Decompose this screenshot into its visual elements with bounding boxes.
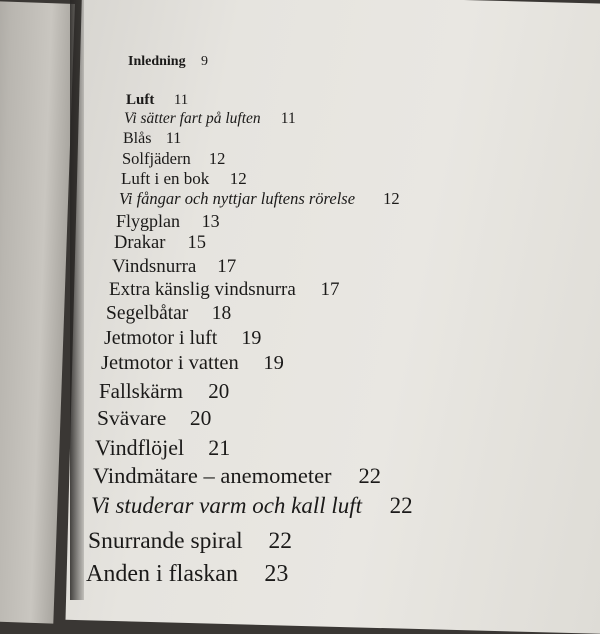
toc-entry-title: Svävare (97, 406, 167, 430)
toc-entry (93, 463, 381, 489)
toc-entry-page: 21 (208, 435, 231, 460)
toc-entry (114, 233, 206, 254)
toc-entry-page: 13 (201, 211, 220, 231)
toc-entry-page: 17 (320, 279, 340, 300)
toc-entry-page: 19 (241, 327, 262, 349)
toc-entry-page: 12 (383, 189, 400, 208)
toc-entry-page: 12 (229, 169, 247, 188)
toc-entry-title: Vindsnurra (112, 256, 197, 277)
toc-entry-page: 23 (264, 561, 289, 587)
toc-entry-page: 15 (187, 233, 207, 253)
toc-entry-page: 9 (200, 54, 208, 69)
toc-entry (124, 110, 296, 128)
toc-entry (121, 169, 247, 189)
toc-entry-page: 11 (173, 92, 189, 108)
toc-entry (109, 279, 339, 301)
toc-entry (86, 561, 288, 588)
toc-entry-title: Anden i flaskan (86, 561, 238, 587)
toc-entry-title: Luft (126, 92, 155, 108)
toc-entry-page: 20 (189, 406, 212, 430)
toc-entry (95, 435, 230, 461)
toc-entry-page: 20 (208, 379, 230, 403)
toc-entry (91, 493, 413, 519)
toc-entry-title: Jetmotor i luft (104, 327, 218, 349)
toc-entry-page: 22 (268, 528, 293, 554)
toc-entry-title: Fallskärm (99, 379, 183, 403)
toc-entry (106, 303, 231, 325)
toc-entry (88, 528, 292, 555)
toc-entry-page: 22 (389, 493, 413, 518)
toc-entry-page: 19 (263, 352, 284, 374)
toc-entry-page: 12 (208, 149, 226, 168)
toc-entry-title: Blås (123, 130, 152, 147)
toc-entry-title: Solfjädern (122, 149, 191, 168)
toc-entry-page: 11 (165, 130, 182, 147)
toc-entry-title: Flygplan (116, 211, 181, 231)
toc-entry (116, 211, 220, 232)
toc-entry-page: 22 (358, 463, 382, 488)
toc-entry (97, 406, 211, 431)
toc-entry (126, 92, 188, 109)
toc-entry (112, 256, 236, 278)
toc-entry-page: 17 (217, 256, 237, 277)
toc-entry-title: Vindflöjel (95, 435, 185, 460)
toc-entry (101, 352, 284, 375)
toc-entry (128, 54, 208, 70)
toc-entry-title: Jetmotor i vatten (101, 352, 239, 374)
toc-entry (123, 130, 181, 148)
toc-entry-title: Extra känslig vindsnurra (109, 279, 296, 300)
toc-entry-title: Vi fångar och nyttjar luftens rörelse (119, 189, 356, 208)
toc-entry-page: 11 (280, 110, 296, 127)
toc-entry-title: Snurrande spiral (88, 528, 243, 554)
toc-entry (99, 379, 229, 404)
toc-entry-title: Segelbåtar (106, 303, 189, 324)
toc-entry (122, 149, 225, 169)
toc-entry-title: Vi studerar varm och kall luft (91, 493, 363, 518)
toc-entry-title: Luft i en bok (121, 169, 210, 188)
toc-entry-title: Inledning (128, 54, 186, 69)
toc-entry-title: Vindmätare – anemometer (93, 463, 332, 488)
toc-entry-title: Vi sätter fart på luften (124, 110, 261, 127)
toc-entry-page: 18 (211, 303, 232, 324)
toc-entry (119, 189, 400, 209)
toc-entry (104, 327, 261, 350)
toc-entry-title: Drakar (114, 233, 166, 253)
